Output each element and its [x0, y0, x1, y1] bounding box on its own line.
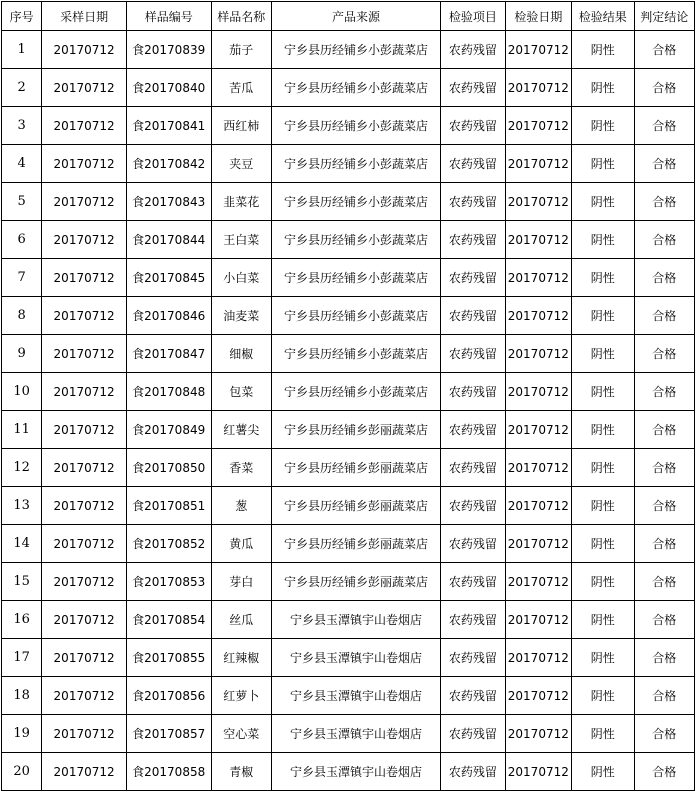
- cell-test-date: 20170712: [505, 31, 571, 69]
- cell-product-source: 宁乡县历经铺乡小彭蔬菜店: [271, 259, 440, 297]
- cell-index: 11: [2, 411, 42, 449]
- cell-test-item: 农药残留: [441, 639, 505, 677]
- cell-index: 10: [2, 373, 42, 411]
- header-test-item: 检验项目: [441, 2, 505, 31]
- cell-test-item: 农药残留: [441, 411, 505, 449]
- cell-conclusion: 合格: [634, 107, 695, 145]
- header-sample-date: 采样日期: [42, 2, 127, 31]
- cell-sample-name: 苦瓜: [211, 69, 271, 107]
- cell-product-source: 宁乡县历经铺乡小彭蔬菜店: [271, 107, 440, 145]
- cell-conclusion: 合格: [634, 639, 695, 677]
- cell-test-item: 农药残留: [441, 221, 505, 259]
- cell-test-item: 农药残留: [441, 525, 505, 563]
- cell-test-date: 20170712: [505, 221, 571, 259]
- cell-sample-name: 西红柿: [211, 107, 271, 145]
- cell-conclusion: 合格: [634, 715, 695, 753]
- cell-sample-date: 20170712: [42, 449, 127, 487]
- cell-test-result: 阴性: [572, 183, 634, 221]
- cell-product-source: 宁乡县玉潭镇宇山卷烟店: [271, 677, 440, 715]
- cell-sample-date: 20170712: [42, 715, 127, 753]
- cell-sample-id: 食20170844: [126, 221, 211, 259]
- cell-product-source: 宁乡县历经铺乡小彭蔬菜店: [271, 69, 440, 107]
- cell-index: 8: [2, 297, 42, 335]
- cell-conclusion: 合格: [634, 221, 695, 259]
- cell-test-date: 20170712: [505, 107, 571, 145]
- cell-sample-id: 食20170845: [126, 259, 211, 297]
- cell-test-result: 阴性: [572, 639, 634, 677]
- cell-test-result: 阴性: [572, 449, 634, 487]
- cell-test-date: 20170712: [505, 259, 571, 297]
- cell-index: 12: [2, 449, 42, 487]
- cell-test-result: 阴性: [572, 335, 634, 373]
- cell-sample-date: 20170712: [42, 221, 127, 259]
- cell-sample-id: 食20170858: [126, 753, 211, 791]
- table-header: [2, 2, 695, 31]
- table-row: [2, 487, 695, 525]
- cell-sample-name: 细椒: [211, 335, 271, 373]
- cell-test-item: 农药残留: [441, 373, 505, 411]
- cell-sample-id: 食20170853: [126, 563, 211, 601]
- table-row: [2, 297, 695, 335]
- cell-test-date: 20170712: [505, 563, 571, 601]
- cell-sample-id: 食20170846: [126, 297, 211, 335]
- cell-test-result: 阴性: [572, 411, 634, 449]
- cell-test-result: 阴性: [572, 221, 634, 259]
- cell-sample-date: 20170712: [42, 69, 127, 107]
- table-row: [2, 639, 695, 677]
- cell-sample-name: 油麦菜: [211, 297, 271, 335]
- cell-sample-name: 红萝卜: [211, 677, 271, 715]
- cell-sample-date: 20170712: [42, 411, 127, 449]
- table-row: [2, 183, 695, 221]
- cell-sample-date: 20170712: [42, 145, 127, 183]
- cell-sample-date: 20170712: [42, 601, 127, 639]
- cell-product-source: 宁乡县玉潭镇宇山卷烟店: [271, 715, 440, 753]
- table-row: [2, 677, 695, 715]
- cell-sample-date: 20170712: [42, 639, 127, 677]
- cell-test-date: 20170712: [505, 677, 571, 715]
- cell-sample-date: 20170712: [42, 487, 127, 525]
- cell-test-item: 农药残留: [441, 145, 505, 183]
- cell-sample-id: 食20170855: [126, 639, 211, 677]
- table-row: [2, 563, 695, 601]
- cell-test-item: 农药残留: [441, 601, 505, 639]
- cell-sample-id: 食20170849: [126, 411, 211, 449]
- cell-sample-id: 食20170854: [126, 601, 211, 639]
- cell-conclusion: 合格: [634, 449, 695, 487]
- cell-sample-id: 食20170852: [126, 525, 211, 563]
- cell-test-date: 20170712: [505, 183, 571, 221]
- cell-index: 1: [2, 31, 42, 69]
- table-row: [2, 525, 695, 563]
- cell-product-source: 宁乡县历经铺乡彭丽蔬菜店: [271, 411, 440, 449]
- cell-index: 16: [2, 601, 42, 639]
- cell-product-source: 宁乡县历经铺乡彭丽蔬菜店: [271, 525, 440, 563]
- table-row: [2, 69, 695, 107]
- cell-product-source: 宁乡县历经铺乡小彭蔬菜店: [271, 31, 440, 69]
- cell-conclusion: 合格: [634, 259, 695, 297]
- cell-test-item: 农药残留: [441, 335, 505, 373]
- cell-index: 20: [2, 753, 42, 791]
- table-row: [2, 335, 695, 373]
- cell-sample-date: 20170712: [42, 31, 127, 69]
- cell-test-date: 20170712: [505, 411, 571, 449]
- cell-test-result: 阴性: [572, 601, 634, 639]
- cell-test-date: 20170712: [505, 601, 571, 639]
- cell-index: 3: [2, 107, 42, 145]
- cell-sample-name: 黄瓜: [211, 525, 271, 563]
- cell-index: 17: [2, 639, 42, 677]
- cell-test-result: 阴性: [572, 753, 634, 791]
- cell-sample-name: 空心菜: [211, 715, 271, 753]
- cell-sample-date: 20170712: [42, 259, 127, 297]
- cell-sample-name: 丝瓜: [211, 601, 271, 639]
- cell-sample-name: 芽白: [211, 563, 271, 601]
- cell-sample-id: 食20170857: [126, 715, 211, 753]
- cell-sample-id: 食20170841: [126, 107, 211, 145]
- cell-sample-name: 香菜: [211, 449, 271, 487]
- cell-product-source: 宁乡县历经铺乡彭丽蔬菜店: [271, 449, 440, 487]
- inspection-table: [1, 1, 695, 791]
- cell-product-source: 宁乡县历经铺乡小彭蔬菜店: [271, 335, 440, 373]
- cell-test-item: 农药残留: [441, 31, 505, 69]
- cell-sample-name: 青椒: [211, 753, 271, 791]
- cell-sample-name: 葱: [211, 487, 271, 525]
- cell-sample-date: 20170712: [42, 297, 127, 335]
- cell-product-source: 宁乡县历经铺乡彭丽蔬菜店: [271, 487, 440, 525]
- cell-test-date: 20170712: [505, 487, 571, 525]
- cell-index: 13: [2, 487, 42, 525]
- cell-test-result: 阴性: [572, 715, 634, 753]
- cell-conclusion: 合格: [634, 183, 695, 221]
- cell-conclusion: 合格: [634, 677, 695, 715]
- cell-conclusion: 合格: [634, 31, 695, 69]
- cell-test-result: 阴性: [572, 69, 634, 107]
- cell-test-result: 阴性: [572, 487, 634, 525]
- cell-product-source: 宁乡县历经铺乡小彭蔬菜店: [271, 297, 440, 335]
- header-row: [2, 2, 695, 31]
- cell-test-date: 20170712: [505, 449, 571, 487]
- cell-sample-name: 王白菜: [211, 221, 271, 259]
- cell-sample-name: 韭菜花: [211, 183, 271, 221]
- table-row: [2, 373, 695, 411]
- header-product-source: 产品来源: [271, 2, 440, 31]
- cell-sample-name: 夹豆: [211, 145, 271, 183]
- cell-sample-id: 食20170847: [126, 335, 211, 373]
- cell-sample-id: 食20170839: [126, 31, 211, 69]
- table-body: [2, 31, 695, 791]
- cell-product-source: 宁乡县玉潭镇宇山卷烟店: [271, 639, 440, 677]
- cell-sample-date: 20170712: [42, 753, 127, 791]
- cell-product-source: 宁乡县历经铺乡小彭蔬菜店: [271, 221, 440, 259]
- cell-index: 4: [2, 145, 42, 183]
- cell-index: 9: [2, 335, 42, 373]
- table-row: [2, 107, 695, 145]
- cell-test-date: 20170712: [505, 525, 571, 563]
- cell-test-result: 阴性: [572, 297, 634, 335]
- cell-index: 19: [2, 715, 42, 753]
- cell-sample-date: 20170712: [42, 107, 127, 145]
- cell-sample-date: 20170712: [42, 335, 127, 373]
- cell-sample-name: 红薯尖: [211, 411, 271, 449]
- header-index: 序号: [2, 2, 42, 31]
- header-sample-id: 样品编号: [126, 2, 211, 31]
- cell-test-date: 20170712: [505, 373, 571, 411]
- cell-test-date: 20170712: [505, 297, 571, 335]
- cell-test-result: 阴性: [572, 525, 634, 563]
- cell-sample-date: 20170712: [42, 373, 127, 411]
- cell-test-item: 农药残留: [441, 449, 505, 487]
- cell-sample-id: 食20170848: [126, 373, 211, 411]
- cell-test-item: 农药残留: [441, 69, 505, 107]
- cell-test-item: 农药残留: [441, 715, 505, 753]
- cell-conclusion: 合格: [634, 601, 695, 639]
- cell-product-source: 宁乡县玉潭镇宇山卷烟店: [271, 753, 440, 791]
- cell-test-date: 20170712: [505, 145, 571, 183]
- cell-test-item: 农药残留: [441, 487, 505, 525]
- cell-product-source: 宁乡县玉潭镇宇山卷烟店: [271, 601, 440, 639]
- cell-sample-id: 食20170850: [126, 449, 211, 487]
- cell-sample-id: 食20170842: [126, 145, 211, 183]
- table-row: [2, 601, 695, 639]
- cell-test-item: 农药残留: [441, 183, 505, 221]
- cell-sample-name: 小白菜: [211, 259, 271, 297]
- cell-index: 15: [2, 563, 42, 601]
- cell-sample-id: 食20170840: [126, 69, 211, 107]
- cell-test-result: 阴性: [572, 677, 634, 715]
- cell-test-result: 阴性: [572, 373, 634, 411]
- cell-sample-name: 茄子: [211, 31, 271, 69]
- cell-test-result: 阴性: [572, 31, 634, 69]
- cell-test-result: 阴性: [572, 107, 634, 145]
- cell-sample-name: 包菜: [211, 373, 271, 411]
- table-row: [2, 715, 695, 753]
- header-test-date: 检验日期: [505, 2, 571, 31]
- cell-conclusion: 合格: [634, 145, 695, 183]
- cell-test-date: 20170712: [505, 639, 571, 677]
- cell-product-source: 宁乡县历经铺乡小彭蔬菜店: [271, 183, 440, 221]
- cell-index: 5: [2, 183, 42, 221]
- cell-sample-date: 20170712: [42, 183, 127, 221]
- table-row: [2, 449, 695, 487]
- cell-test-result: 阴性: [572, 563, 634, 601]
- cell-conclusion: 合格: [634, 563, 695, 601]
- cell-sample-date: 20170712: [42, 563, 127, 601]
- cell-sample-name: 红辣椒: [211, 639, 271, 677]
- header-conclusion: 判定结论: [634, 2, 695, 31]
- cell-sample-date: 20170712: [42, 677, 127, 715]
- cell-product-source: 宁乡县历经铺乡小彭蔬菜店: [271, 145, 440, 183]
- cell-test-date: 20170712: [505, 69, 571, 107]
- cell-test-item: 农药残留: [441, 753, 505, 791]
- cell-sample-id: 食20170843: [126, 183, 211, 221]
- cell-test-item: 农药残留: [441, 563, 505, 601]
- cell-test-result: 阴性: [572, 145, 634, 183]
- header-sample-name: 样品名称: [211, 2, 271, 31]
- cell-conclusion: 合格: [634, 487, 695, 525]
- cell-index: 18: [2, 677, 42, 715]
- cell-index: 7: [2, 259, 42, 297]
- cell-product-source: 宁乡县历经铺乡彭丽蔬菜店: [271, 563, 440, 601]
- cell-sample-id: 食20170856: [126, 677, 211, 715]
- table-row: [2, 411, 695, 449]
- cell-conclusion: 合格: [634, 411, 695, 449]
- cell-index: 14: [2, 525, 42, 563]
- cell-conclusion: 合格: [634, 525, 695, 563]
- cell-test-date: 20170712: [505, 715, 571, 753]
- cell-conclusion: 合格: [634, 297, 695, 335]
- header-test-result: 检验结果: [572, 2, 634, 31]
- table-row: [2, 753, 695, 791]
- table-row: [2, 259, 695, 297]
- cell-test-item: 农药残留: [441, 677, 505, 715]
- cell-product-source: 宁乡县历经铺乡小彭蔬菜店: [271, 373, 440, 411]
- cell-index: 2: [2, 69, 42, 107]
- table-row: [2, 145, 695, 183]
- cell-conclusion: 合格: [634, 753, 695, 791]
- cell-test-result: 阴性: [572, 259, 634, 297]
- cell-conclusion: 合格: [634, 335, 695, 373]
- cell-sample-date: 20170712: [42, 525, 127, 563]
- table-row: [2, 31, 695, 69]
- cell-conclusion: 合格: [634, 373, 695, 411]
- cell-index: 6: [2, 221, 42, 259]
- cell-test-item: 农药残留: [441, 297, 505, 335]
- cell-test-date: 20170712: [505, 753, 571, 791]
- cell-test-date: 20170712: [505, 335, 571, 373]
- cell-test-item: 农药残留: [441, 107, 505, 145]
- cell-test-item: 农药残留: [441, 259, 505, 297]
- table-row: [2, 221, 695, 259]
- cell-sample-id: 食20170851: [126, 487, 211, 525]
- cell-conclusion: 合格: [634, 69, 695, 107]
